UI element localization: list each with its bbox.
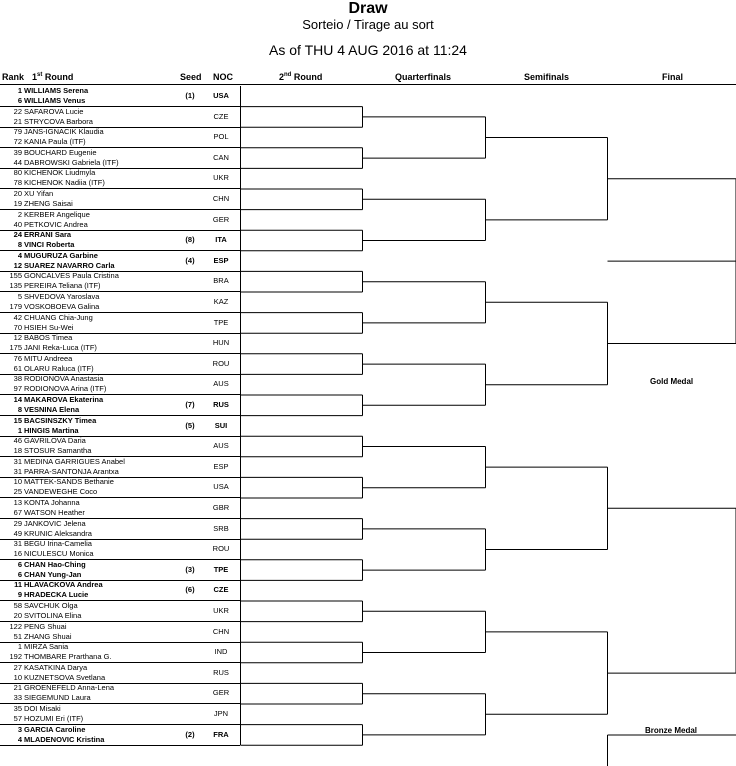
player-name: SUAREZ NAVARRO Carla [24,260,115,270]
player-name: VOSKOBOEVA Galina [24,302,100,311]
player-name: STRYCOVA Barbora [24,116,93,126]
seed-label: (2) [185,729,195,739]
player-name: WATSON Heather [24,508,85,517]
second-round-num: 2 [279,72,285,82]
player-name: VANDEWEGHE Coco [24,487,98,497]
noc-code: TPE [213,564,229,574]
player-rank: 40 [13,219,22,229]
player-name: BEGU Irina-Camelia [24,539,92,549]
player-name: SHVEDOVA Yaroslava [24,292,100,301]
player-name: MUGURUZA Garbine [24,250,98,260]
player-rank: 31 [13,539,22,549]
seed-label: (4) [185,255,195,265]
player-rank: 18 [13,446,22,456]
player-rank: 20 [13,189,22,198]
player-name: HSIEH Su-Wei [24,322,74,332]
player-rank: 35 [13,704,22,713]
player-name: BOUCHARD Eugenie [24,147,97,157]
player-rank: 70 [13,322,22,332]
second-round-text: Round [291,72,323,82]
player-rank: 97 [13,384,22,394]
first-round-num: 1 [32,72,38,82]
noc-code: ESP [213,255,229,265]
player-rank: 51 [13,631,22,641]
player-name: NICULESCU Monica [24,549,94,559]
player-rank: 79 [13,127,22,137]
noc-code: CZE [213,585,229,595]
player-name: GARCIA Caroline [24,724,86,734]
noc-code: USA [213,91,229,100]
player-name: KERBER Angelique [24,209,90,219]
player-name: BABOS Timea [24,333,73,343]
player-name: SVITOLINA Elina [24,611,82,620]
player-rank: 46 [13,436,22,446]
noc-code: IND [214,647,228,657]
first-round-text: Round [42,72,74,82]
player-name: SAVCHUK Olga [24,601,78,610]
player-rank: 2 [17,209,22,219]
noc-code: UKR [213,173,229,183]
noc-code: GER [212,214,230,224]
player-rank: 1 [17,86,22,95]
player-name: KICHENOK Liudmyla [24,168,96,178]
noc-code: TPE [213,317,229,327]
noc-code: ITA [215,235,227,245]
player-rank: 12 [13,260,22,270]
player-rank: 22 [13,106,22,116]
player-name: OLARU Raluca (ITF) [24,363,94,373]
player-name: KRUNIC Aleksandra [24,528,92,538]
noc-code: SUI [214,420,228,430]
player-rank: 6 [17,96,22,105]
player-name: GROENEFELD Anna-Lena [24,683,115,693]
col-header-rank: Rank [2,72,25,82]
player-name: BACSINSZKY Timea [24,415,97,425]
col-header-quarterfinals: Quarterfinals [395,72,452,82]
player-rank: 12 [13,333,22,343]
player-rank: 29 [13,518,22,528]
player-rank: 72 [13,137,22,147]
player-name: ERRANI Sara [24,230,72,240]
seed-label: (6) [185,585,195,595]
player-name: CHUANG Chia-Jung [24,312,93,322]
player-rank: 8 [17,405,22,414]
player-rank: 33 [13,693,22,703]
player-rank: 19 [13,199,22,208]
player-name: KICHENOK Nadiia (ITF) [24,178,105,188]
player-name: HOZUMI Eri (ITF) [24,714,84,723]
player-name: KUZNETSOVA Svetlana [24,672,106,682]
col-header-noc: NOC [213,72,233,82]
col-header-semifinals: Semifinals [524,72,570,82]
noc-code: AUS [213,441,229,451]
player-rank: 15 [13,415,22,425]
player-rank: 179 [9,302,22,311]
seed-label: (8) [185,235,195,245]
player-name: KASATKINA Darya [24,662,88,672]
player-rank: 80 [13,168,22,178]
player-name: MITU Andreea [24,353,73,363]
noc-code: GER [212,688,230,698]
seed-label: (5) [185,420,195,430]
player-rank: 49 [13,528,22,538]
player-name: MAKAROVA Ekaterina [24,395,104,404]
player-name: SIEGEMUND Laura [24,693,91,703]
player-rank: 38 [13,374,22,384]
player-name: CHAN Hao-Ching [24,559,86,569]
player-rank: 4 [17,734,22,744]
noc-code: CZE [213,111,229,121]
player-rank: 31 [13,466,22,476]
player-rank: 16 [13,549,22,559]
player-rank: 57 [13,714,22,723]
player-name: JANI Reka-Luca (ITF) [24,343,97,353]
player-rank: 25 [13,487,22,497]
player-name: MEDINA GARRIGUES Anabel [24,456,125,466]
player-rank: 122 [9,621,22,631]
noc-code: KAZ [213,297,229,306]
player-rank: 175 [9,343,22,353]
noc-code: CAN [213,152,229,162]
player-name: GAVRILOVA Daria [24,436,86,446]
player-name: MLADENOVIC Kristina [24,734,105,744]
player-name: MATTEK-SANDS Bethanie [24,477,114,487]
player-name: MIRZA Sania [24,642,69,652]
player-name: SAFAROVA Lucie [24,106,84,116]
player-rank: 6 [17,569,22,579]
player-name: HINGIS Martina [24,425,79,435]
player-rank: 192 [9,652,22,662]
player-name: PARRA-SANTONJA Arantxa [24,466,119,476]
player-name: WILLIAMS Venus [24,96,86,105]
bronze-medal-label: Bronze Medal [645,726,698,735]
player-name: JANKOVIC Jelena [24,518,86,528]
player-rank: 3 [17,724,22,734]
player-name: JANS-IGNACIK Klaudia [24,127,104,137]
player-rank: 20 [13,611,22,620]
player-rank: 13 [13,498,22,507]
noc-code: ROU [212,544,230,554]
gold-medal-label: Gold Medal [650,377,694,386]
page-subtitle: Sorteio / Tirage au sort [302,17,434,32]
player-rank: 10 [13,477,22,487]
player-name: HLAVACKOVA Andrea [24,580,103,590]
player-rank: 135 [9,281,22,291]
noc-code: CHN [212,626,230,636]
noc-code: USA [213,482,229,492]
noc-code: ROU [212,358,230,368]
player-rank: 21 [13,683,22,693]
player-name: PENG Shuai [24,621,67,631]
seed-label: (1) [185,91,195,100]
player-name: DABROWSKI Gabriela (ITF) [24,157,119,167]
player-rank: 67 [13,508,22,517]
noc-code: ESP [213,461,229,471]
player-rank: 21 [13,116,22,126]
player-rank: 6 [17,559,22,569]
noc-code: RUS [213,400,229,409]
player-name: XU Yifan [24,189,54,198]
player-name: KONTA Johanna [24,498,80,507]
player-name: THOMBARE Prarthana G. [24,652,112,662]
player-rank: 44 [13,157,22,167]
player-rank: 5 [17,292,22,301]
col-header-final: Final [662,72,684,82]
noc-code: FRA [213,729,229,739]
player-name: STOSUR Samantha [24,446,92,456]
player-rank: 27 [13,662,22,672]
player-name: CHAN Yung-Jan [24,569,82,579]
player-rank: 11 [14,580,22,590]
player-name: PETKOVIC Andrea [24,219,88,229]
noc-code: AUS [213,379,229,389]
col-header-seed: Seed [180,72,202,82]
page-title: Draw [348,0,388,17]
player-name: RODIONOVA Arina (ITF) [24,384,107,394]
player-rank: 24 [13,230,22,240]
player-rank: 9 [17,590,22,600]
player-rank: 1 [17,642,22,652]
player-name: DOI Misaki [24,704,61,713]
player-rank: 61 [13,363,22,373]
player-name: ZHENG Saisai [24,199,73,208]
noc-code: SRB [213,523,229,533]
noc-code: JPN [213,709,229,718]
noc-code: POL [213,132,229,142]
player-name: GONCALVES Paula Cristina [24,271,119,281]
noc-code: GBR [212,503,230,512]
player-name: HRADECKA Lucie [24,590,89,600]
player-rank: 4 [17,250,22,260]
player-name: WILLIAMS Serena [24,86,89,95]
noc-code: RUS [213,667,229,677]
player-rank: 42 [13,312,22,322]
player-name: VINCI Roberta [24,240,75,250]
noc-code: HUN [212,338,230,348]
player-rank: 14 [13,395,22,404]
player-name: PEREIRA Teliana (ITF) [24,281,101,291]
noc-code: BRA [213,276,229,286]
player-rank: 39 [13,147,22,157]
player-name: RODIONOVA Anastasia [24,374,104,384]
player-rank: 8 [17,240,22,250]
player-name: VESNINA Elena [24,405,80,414]
noc-code: UKR [213,606,229,615]
player-rank: 1 [17,425,22,435]
player-rank: 155 [9,271,22,281]
as-of-timestamp: As of THU 4 AUG 2016 at 11:24 [269,42,467,58]
player-rank: 31 [13,456,22,466]
player-rank: 10 [13,672,22,682]
seed-label: (3) [185,564,195,574]
first-round-sup: st [37,72,43,78]
player-rank: 76 [13,353,22,363]
seed-label: (7) [185,400,195,409]
player-name: ZHANG Shuai [24,631,72,641]
player-rank: 58 [13,601,22,610]
noc-code: CHN [212,194,230,203]
player-rank: 78 [13,178,22,188]
player-name: KANIA Paula (ITF) [24,137,86,147]
second-round-sup: nd [284,72,292,78]
